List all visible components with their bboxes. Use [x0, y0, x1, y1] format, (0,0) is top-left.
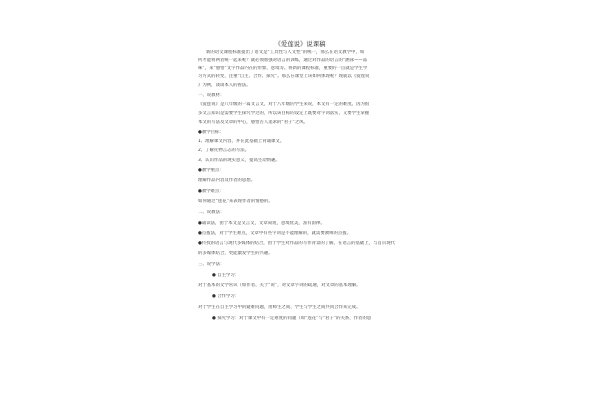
document-title: 《爱莲说》说课稿: [274, 40, 326, 48]
list-item: 1、理解课文内容，并在此基础上背诵课文。: [198, 139, 285, 144]
list-item: 2、了解托物言志的写法。: [198, 148, 250, 153]
bullet-heading: ●教学重点：: [198, 168, 224, 173]
bullet-item: ●点拨法，对于学生难点，文章中有些字词是不能理解的，就需要教师的点拨。: [198, 231, 352, 236]
paragraph-line: 》为例，谈谈本人的看法。: [198, 83, 251, 88]
bullet-item: ●传授的语言与现代多媒体的结合，由于学生对作品的写作背景的了解，在语言的基础上，与首页现代: [198, 241, 396, 246]
list-item: 3、认识作品的现实意义，提高生动情趣。: [198, 158, 280, 163]
paragraph-line: 理解作品内容及作者的思想。: [198, 178, 256, 183]
bullet-item: ●诵读法，由于本文是文言文，文章简短，意境优美，富有韵律。: [198, 221, 325, 226]
paragraph-line: 的多媒体结合，更能激发学生的兴趣。: [198, 251, 273, 256]
paragraph-line: 多文言知识是需要学生探究学过的，所以该目标的设定上既要对字词落实，又要学生掌握: [198, 111, 370, 116]
bullet-heading: ●教学难点：: [198, 189, 224, 194]
bullet-item: ● 探究学习：对于课文中有一定难度的问题（如“莲花”与“君子”的关系，作者的思: [212, 316, 372, 321]
bullet-heading: ●教学目标：: [198, 130, 224, 135]
paragraph-line: 如何通过“莲花”来表现作者的情感的。: [198, 199, 273, 204]
paragraph-line: 本文的写法及文章的中心，感悟古人追求的“君子”之风。: [198, 120, 308, 125]
section-heading: 一、说教材：: [198, 93, 225, 98]
bullet-heading: ● 合作学习：: [212, 294, 240, 299]
paragraph-line: 何才能将两者统一起来呢？就必须加强对语言的训练，通过对作品的语言的“涵泳——品: [198, 58, 368, 63]
paragraph-line: 对于基本的文学常识（如作者、关于“说”，对文章字词的疏通，对文章的基本理解。: [198, 283, 361, 288]
paragraph-line: 新的语文课程标准提出了语文是“工具性与人文性”的统一，那么在语文教学中，如: [206, 50, 365, 55]
paragraph-line: 习方式的转变，注重“自主、合作、探究”。那么在课堂上该如何体现呢？现就以《爱莲说: [198, 74, 370, 79]
paragraph-line: 对于学生在自主学习中的疑难问题，由师生之间、学生与学生之间共同合作来完成。: [198, 305, 361, 310]
section-heading: 二、说教法：: [198, 210, 225, 215]
section-heading: 三、说学法：: [198, 262, 225, 267]
paragraph-line: 《爱莲说》是八年级的一篇文言文，对于八年级的学生来说，本文有一定的难度。因为很: [198, 102, 370, 107]
paragraph-line: 味”，来“感悟”文字作品内在的形象、意境等。将新的课程标准，重要的一点就是学生学: [198, 66, 368, 71]
bullet-heading: ● 自主学习：: [212, 273, 240, 278]
